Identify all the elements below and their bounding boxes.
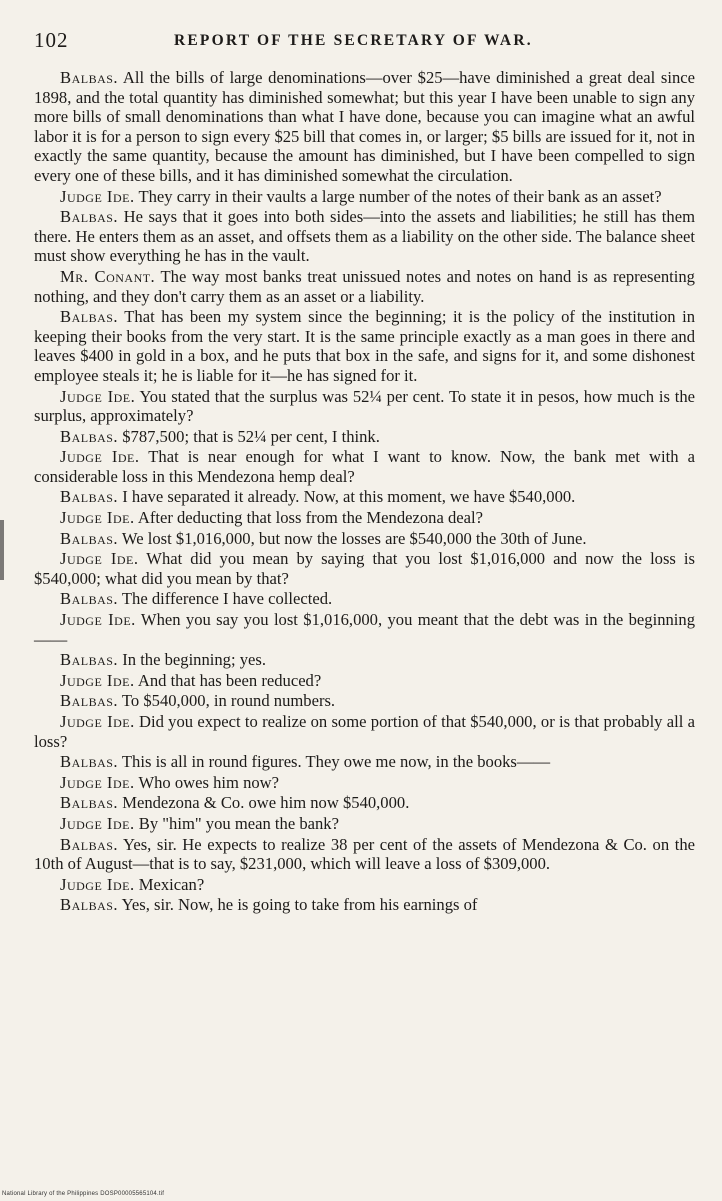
running-title: REPORT OF THE SECRETARY OF WAR. [174,32,533,49]
utterance-text: All the bills of large denominations—over $25—have diminished a great deal since 1898, and the total quantity has diminished somewhat; but this year I have been unable to sign any more bills of small denominations than what I have done, because you can imagine what an awful labor it is for a person to sign every $25 bill that comes in, or larger; $5 bills are issued for it, not in exactly the same quantity, because the amount has diminished, but I have been compelled to sign every one of these bills, and it has diminished somewhat the circulation. [34,68,696,185]
transcript-paragraph [34,508,695,528]
utterance-text: They carry in their vaults a large number of the notes of their bank as an asset? [138,186,662,206]
utterance-text: He says that it goes into both sides—into the assets and liabilities; he still has them there. He enters them as an asset, and offsets them as a liability on the other side. The balance sheet must show everything he has in the vault. [34,207,695,266]
transcript-paragraph [34,307,695,385]
speaker-name: Balbas. [60,589,119,609]
utterance-text: That has been my system since the beginning; it is the policy of the institution in keeping their books from the very start. It is the same principle exactly as a man goes in there and leaves $400 in gold in a box, and he puts that box in the safe, and signs for it, and some dishonest employee steals it; he is liable for it—he has signed for it. [34,307,695,385]
speaker-name: Judge Ide. [60,549,139,569]
speaker-name: Balbas. [60,650,119,670]
transcript-paragraph [34,529,695,549]
scan-edge-mark [0,520,4,580]
transcript-paragraph [34,427,695,447]
transcript-paragraph [34,487,695,507]
transcript-paragraph [34,387,695,426]
speaker-name: Judge Ide. [60,386,136,406]
transcript-paragraph [34,589,695,609]
utterance-text: When you say you lost $1,016,000, you meant that the debt was in the beginning—— [34,610,695,649]
speaker-name: Judge Ide. [60,447,140,467]
transcript-paragraph [34,712,695,751]
transcript-paragraph [34,773,695,793]
transcript-paragraph [34,207,695,266]
transcript-paragraph [34,267,695,306]
speaker-name: Balbas. [60,426,119,446]
speaker-name: Balbas. [60,528,119,548]
transcript-paragraph [34,691,695,711]
utterance-text: Yes, sir. Now, he is going to take from his earnings of [121,895,478,915]
speaker-name: Balbas. [60,834,119,854]
speaker-name: Balbas. [60,207,119,227]
speaker-name: Balbas. [60,487,119,507]
transcript-paragraph [34,68,695,186]
transcript-paragraph [34,447,695,486]
transcript-paragraph [34,835,695,874]
utterance-text: Who owes him now? [138,772,280,792]
page-number: 102 [34,28,69,52]
speaker-name: Balbas. [60,752,119,772]
utterance-text: We lost $1,016,000, but now the losses are $540,000 the 30th of June. [121,528,587,548]
utterance-text: By "him" you mean the bank? [138,813,339,833]
speaker-name: Balbas. [60,793,119,813]
transcript-paragraph [34,752,695,772]
speaker-name: Balbas. [60,68,119,87]
utterance-text: The difference I have collected. [121,589,333,609]
utterance-text: That is near enough for what I want to know. Now, the bank met with a considerable loss in this Mendezona hemp deal? [34,447,695,486]
transcript-paragraph [34,671,695,691]
utterance-text: And that has been reduced? [137,670,322,690]
transcript-paragraph [34,895,695,915]
transcript-paragraph [34,549,695,588]
speaker-name: Judge Ide. [60,610,136,630]
speaker-name: Mr. Conant. [60,266,156,286]
speaker-name: Judge Ide. [60,813,135,833]
speaker-name: Judge Ide. [60,772,135,792]
utterance-text: After deducting that loss from the Mendezona deal? [137,508,483,528]
speaker-name: Judge Ide. [60,874,135,894]
speaker-name: Judge Ide. [60,508,135,528]
utterance-text: What did you mean by saying that you lost $1,016,000 and now the loss is $540,000; what did you mean by that? [34,549,696,588]
speaker-name: Balbas. [60,691,119,711]
utterance-text: This is all in round figures. They owe me now, in the books—— [121,752,551,772]
utterance-text: Mexican? [138,874,205,894]
transcript-paragraph [34,610,695,649]
speaker-name: Judge Ide. [60,670,135,690]
transcript-paragraph [34,187,695,207]
speaker-name: Balbas. [60,307,119,327]
transcript-paragraph [34,814,695,834]
page-header [34,28,692,54]
utterance-text: The way most banks treat unissued notes and notes on hand is as representing nothing, and they don't carry them as an asset or a liability. [34,266,695,306]
speaker-name: Balbas. [60,895,119,915]
transcript-paragraph [34,875,695,895]
speaker-name: Judge Ide. [60,186,135,206]
transcript-paragraph [34,793,695,813]
transcript-body [34,68,695,916]
utterance-text: I have separated it already. Now, at this moment, we have $540,000. [122,487,576,507]
speaker-name: Judge Ide. [60,712,135,731]
utterance-text: You stated that the surplus was 52¼ per cent. To state it in pesos, how much is the surplus, approximately? [34,386,695,426]
utterance-text: Mendezona & Co. owe him now $540,000. [122,793,410,813]
utterance-text: In the beginning; yes. [122,650,267,670]
transcript-paragraph [34,650,695,670]
utterance-text: To $540,000, in round numbers. [121,691,336,711]
utterance-text: Yes, sir. He expects to realize 38 per cent of the assets of Mendezona & Co. on the 10th of August—that is to say, $231,000, which will leave a loss of $309,000. [34,834,695,874]
utterance-text: Did you expect to realize on some portion of that $540,000, or is that probably all a loss? [34,712,695,751]
utterance-text: $787,500; that is 52¼ per cent, I think. [122,426,380,446]
scan-credit: National Library of the Philippines DOSP00005565104.tif [2,1191,165,1197]
